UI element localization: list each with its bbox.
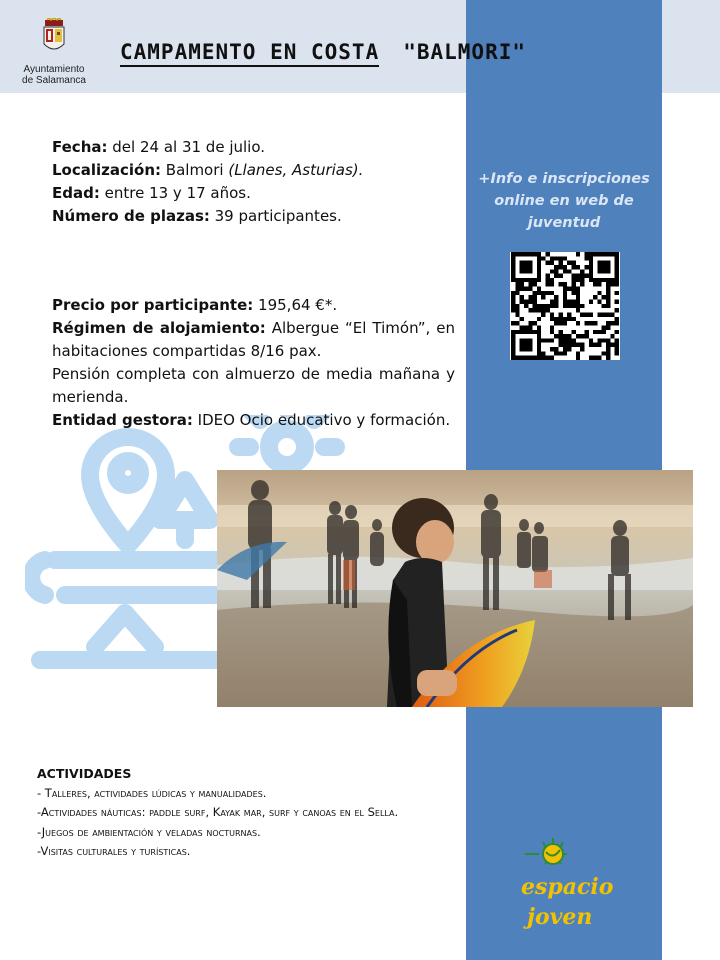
espacio-joven-logo[interactable] <box>515 834 625 934</box>
info-signup-cta[interactable] <box>472 168 656 234</box>
surf-photo <box>217 470 693 707</box>
title-location: "BALMORI" <box>403 40 527 64</box>
cta-line1: +Info e inscripciones <box>478 171 650 187</box>
location-detail: (Llanes, Asturias). <box>228 161 364 179</box>
manager-value: IDEO Ocio educativo y formación. <box>192 411 451 429</box>
lodging-label: Régimen de alojamiento: <box>52 319 266 337</box>
price-row <box>52 294 455 317</box>
activity-item: -Juegos de ambientación y veladas nocturnas. <box>37 824 261 839</box>
location-row <box>52 159 363 182</box>
age-row <box>52 182 363 205</box>
date-value: del 24 al 31 de julio. <box>107 138 266 156</box>
cta-line3: juventud <box>527 215 601 231</box>
date-row <box>52 136 363 159</box>
price-label: Precio por participante: <box>52 296 254 314</box>
activity-item: - Talleres, actividades lúdicas y manualidades. <box>37 785 267 800</box>
board-row: Pensión completa con almuerzo de media mañana y merienda. <box>52 365 455 406</box>
places-value: 39 participantes. <box>209 207 342 225</box>
location-value: Balmori <box>161 161 229 179</box>
activity-item: -Actividades náuticas: paddle surf, Kayak mar, surf y canoas en el Sella. <box>37 805 399 819</box>
espacio-joven-wordmark: espacio joven <box>521 874 614 930</box>
activities-heading: ACTIVIDADES <box>37 766 132 781</box>
manager-label: Entidad gestora: <box>52 411 193 429</box>
activity-item: -Visitas culturales y turísticas. <box>37 844 191 858</box>
qr-code-icon[interactable] <box>510 252 620 360</box>
places-row <box>52 205 363 228</box>
pricing-block <box>52 294 455 432</box>
date-label: Fecha: <box>52 138 108 156</box>
info-block <box>52 136 363 228</box>
coat-of-arms-icon <box>41 18 67 56</box>
lodging-value: Albergue “El Timón”, en habitaciones compartidas 8/16 pax. <box>52 319 455 360</box>
activities-list <box>37 764 398 862</box>
manager-row <box>52 409 455 432</box>
org-name-line1: Ayuntamiento <box>23 64 85 75</box>
org-name-line2: de Salamanca <box>22 75 86 86</box>
lodging-row <box>52 317 455 363</box>
age-value: entre 13 y 17 años. <box>99 184 251 202</box>
ayuntamiento-logo[interactable] <box>14 18 94 86</box>
cta-line2: online en web de <box>494 193 634 209</box>
age-label: Edad: <box>52 184 100 202</box>
title-main: CAMPAMENTO EN COSTA <box>120 40 379 67</box>
places-label: Número de plazas: <box>52 207 210 225</box>
price-value: 195,64 €*. <box>253 296 338 314</box>
location-label: Localización: <box>52 161 162 179</box>
page-title <box>120 40 526 67</box>
